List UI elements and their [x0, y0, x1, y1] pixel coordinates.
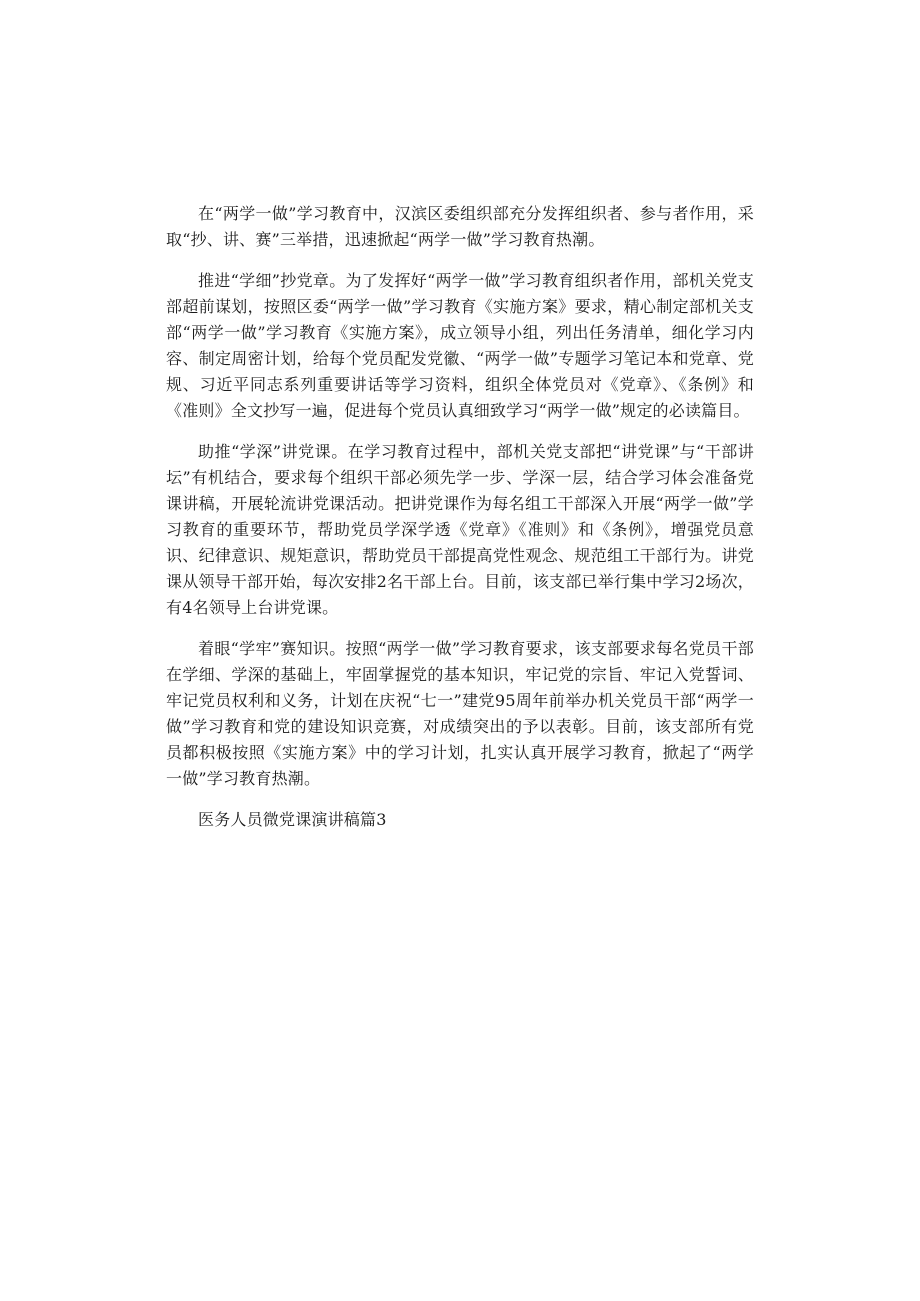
paragraph-knowledge-contest: 着眼“学牢”赛知识。按照“两学一做”学习教育要求，该支部要求每名党员干部在学细、学深的基础上，牢固掌握党的基本知识，牢记党的宗旨、牢记入党誓词、牢记党员权利和义务，计划在庆祝“七一”建党95周年前举办机关党员干部“两学一做”学习教育和党的建设知识竞赛，对成绩突出的予以表彰。目前，该支部所有党员都积极按照《实施方案》中的学习计划，扎实认真开展学习教育，掀起了“两学一做”学习教育热潮。: [166, 639, 754, 788]
section-title: 医务人员微党课演讲稿篇3: [198, 810, 387, 829]
paragraph-intro: 在“两学一做”学习教育中，汉滨区委组织部充分发挥组织者、参与者作用，采取“抄、讲、赛”三举措，迅速掀起“两学一做”学习教育热潮。: [166, 204, 754, 249]
paragraph-party-lecture: 助推“学深”讲党课。在学习教育过程中，部机关党支部把“讲党课”与“干部讲坛”有机结合，要求每个组织干部必须先学一步、学深一层，结合学习体会准备党课讲稿，开展轮流讲党课活动。把讲党课作为每名组工干部深入开展“两学一做”学习教育的重要环节，帮助党员学深学透《党章》《准则》和《条例》，增强党员意识、纪律意识、规矩意识，帮助党员干部提高党性观念、规范组工干部行为。讲党课从领导干部开始，每次安排2名干部上台。目前，该支部已举行集中学习2场次，有4名领导上台讲党课。: [166, 442, 754, 617]
document-body: [166, 201, 754, 833]
paragraph-copy-party-constitution: 推进“学细”抄党章。为了发挥好“两学一做”学习教育组织者作用，部机关党支部超前谋划，按照区委“两学一做”学习教育《实施方案》要求，精心制定部机关支部“两学一做”学习教育《实施方案》，成立领导小组，列出任务清单，细化学习内容、制定周密计划，给每个党员配发党徽、“两学一做”专题学习笔记本和党章、党规、习近平同志系列重要讲话等学习资料，组织全体党员对《党章》、《条例》和《准则》全文抄写一遍，促进每个党员认真细致学习“两学一做”规定的必读篇目。: [166, 271, 754, 420]
